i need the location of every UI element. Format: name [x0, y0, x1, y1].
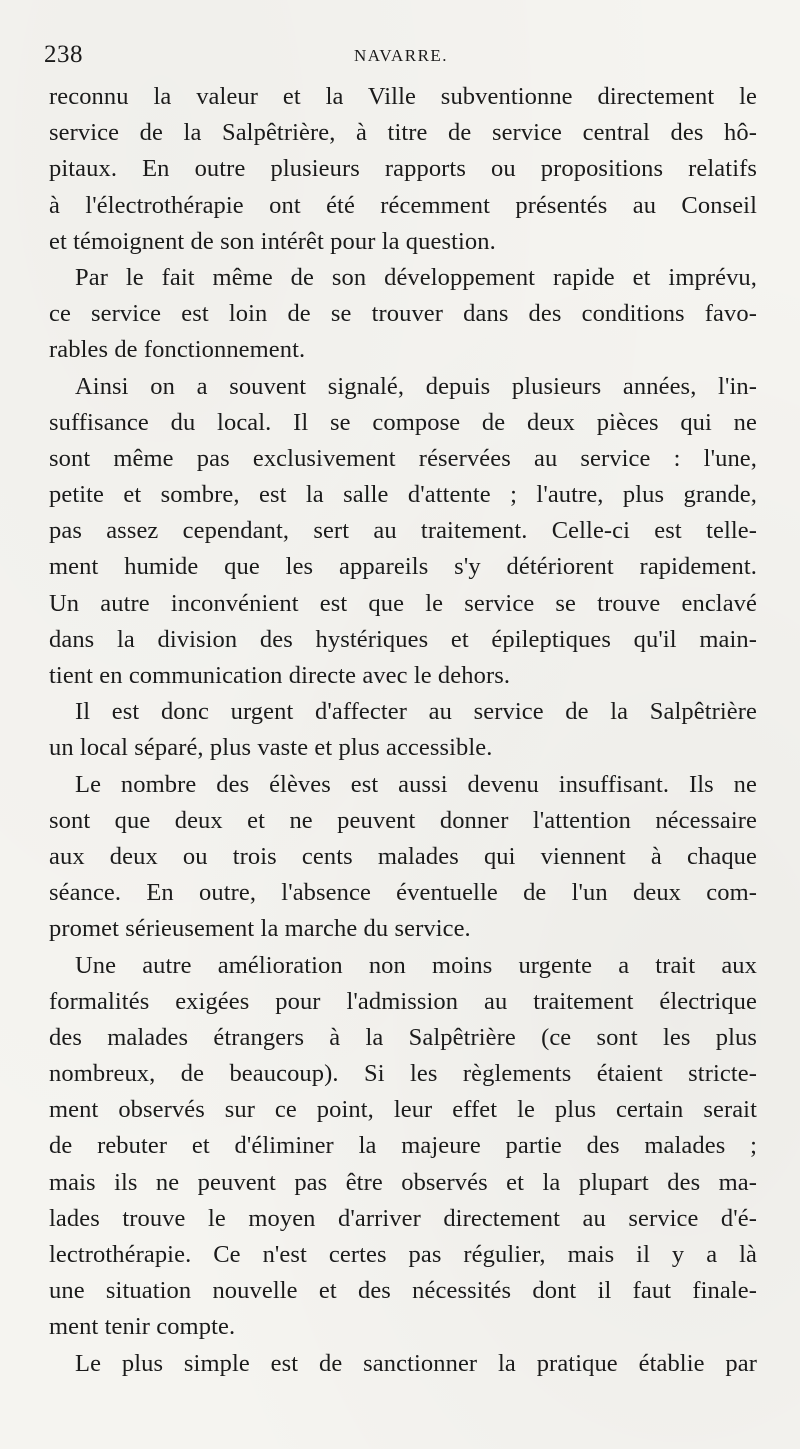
- text-line: service de la Salpêtrière, à titre de service central des hô-: [49, 119, 757, 147]
- text-line: Une autre amélioration non moins urgente a trait aux: [75, 951, 757, 979]
- text-line: formalités exigées pour l'admission au traitement électrique: [49, 987, 757, 1015]
- text-line: Par le fait même de son développement rapide et imprévu,: [75, 263, 757, 291]
- text-line: ment observés sur ce point, leur effet le plus certain serait: [49, 1096, 757, 1124]
- text-line: lectrothérapie. Ce n'est certes pas régulier, mais il y a là: [49, 1241, 757, 1268]
- text-line: reconnu la valeur et la Ville subventionne directement le: [49, 83, 757, 110]
- text-line: une situation nouvelle et des nécessités dont il faut finale-: [49, 1277, 757, 1305]
- text-line: pas assez cependant, sert au traitement. Celle-ci est telle-: [49, 517, 757, 545]
- text-line: dans la division des hystériques et épileptiques qu'il main-: [49, 625, 757, 653]
- text-line: mais ils ne peuvent pas être observés et la plupart des ma-: [49, 1168, 757, 1196]
- page-number: 238: [44, 41, 83, 68]
- text-line: promet sérieusement la marche du service.: [49, 915, 471, 943]
- text-line: de rebuter et d'éliminer la majeure partie des malades ;: [49, 1132, 757, 1160]
- text-line: suffisance du local. Il se compose de deux pièces qui ne: [49, 408, 757, 436]
- text-line: ment humide que les appareils s'y détériorent rapidement.: [49, 553, 757, 581]
- text-line: à l'électrothérapie ont été récemment présentés au Conseil: [49, 191, 757, 219]
- text-line: Le plus simple est de sanctionner la pratique établie par: [75, 1349, 757, 1377]
- text-line: Ainsi on a souvent signalé, depuis plusieurs années, l'in-: [75, 372, 757, 400]
- text-line: aux deux ou trois cents malades qui viennent à chaque: [49, 842, 757, 870]
- text-line: Le nombre des élèves est aussi devenu insuffisant. Ils ne: [75, 770, 757, 798]
- text-line: ce service est loin de se trouver dans des conditions favo-: [49, 300, 757, 328]
- text-line: Un autre inconvénient est que le service se trouve enclavé: [49, 589, 757, 617]
- running-head: NAVARRE.: [354, 46, 449, 65]
- text-line: et témoignent de son intérêt pour la question.: [49, 227, 496, 255]
- text-line: un local séparé, plus vaste et plus accessible.: [49, 734, 493, 762]
- text-line: petite et sombre, est la salle d'attente ; l'autre, plus grande,: [49, 481, 757, 509]
- text-line: nombreux, de beaucoup). Si les règlements étaient stricte-: [49, 1060, 757, 1088]
- text-line: tient en communication directe avec le dehors.: [49, 662, 511, 689]
- text-line: sont même pas exclusivement réservées au service : l'une,: [49, 444, 757, 472]
- text-line: Il est donc urgent d'affecter au service de la Salpêtrière: [75, 698, 757, 726]
- text-line: rables de fonctionnement.: [49, 336, 306, 364]
- body-text: [49, 79, 757, 1382]
- text-line: sont que deux et ne peuvent donner l'attention nécessaire: [49, 806, 757, 834]
- text-line: séance. En outre, l'absence éventuelle de l'un deux com-: [49, 879, 757, 907]
- text-line: ment tenir compte.: [49, 1313, 236, 1341]
- page-header: [44, 40, 756, 70]
- text-line: lades trouve le moyen d'arriver directement au service d'é-: [49, 1204, 757, 1232]
- text-line: pitaux. En outre plusieurs rapports ou propositions relatifs: [49, 155, 757, 183]
- text-line: des malades étrangers à la Salpêtrière (ce sont les plus: [49, 1023, 757, 1051]
